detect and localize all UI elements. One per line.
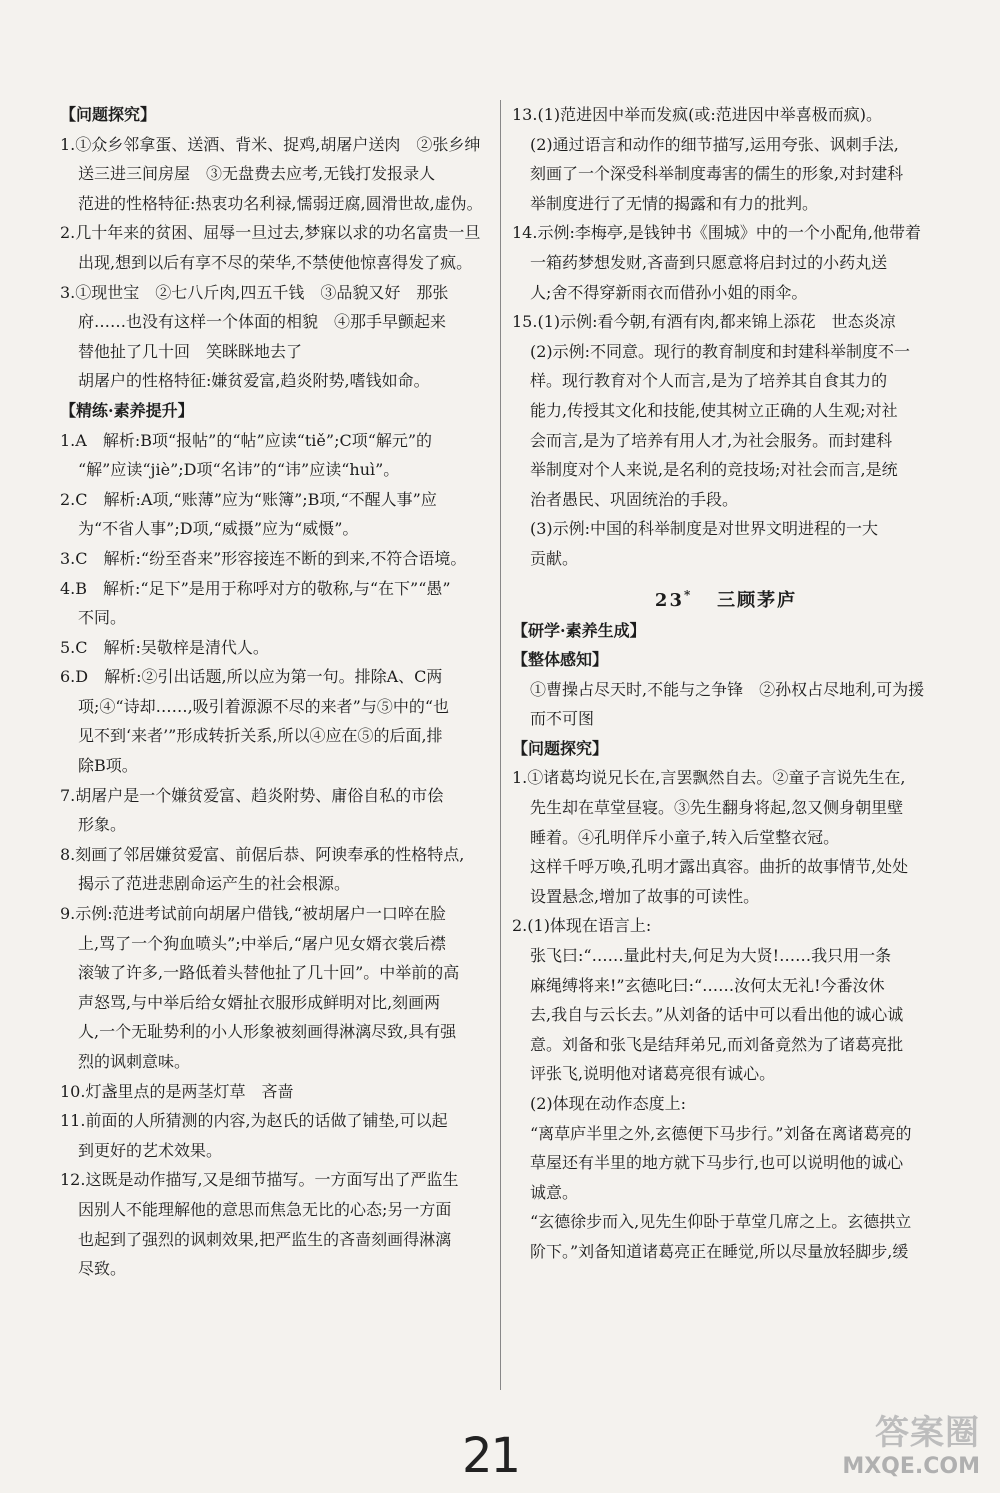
text-line: 3.C 解析:“纷至沓来”形容接连不断的到来,不符合语境。 (60, 548, 467, 568)
text-line: 会而言,是为了培养有用人才,为社会服务。而封建科 (530, 430, 893, 450)
text-line: 8.刻画了邻居嫌贫爱富、前倨后恭、阿谀奉承的性格特点, (60, 844, 465, 864)
text-line: 也起到了强烈的讽刺效果,把严监生的吝啬刻画得淋漓 (78, 1229, 452, 1249)
page-number: 21 (462, 1428, 520, 1484)
text-line: 上,骂了一个狗血喷头”;中举后,“屠户见女婿衣裳后襟 (78, 933, 446, 953)
section-heading: 【整体感知】 (512, 650, 609, 670)
text-line: 7.胡屠户是一个嫌贫爱富、趋炎附势、庸俗自私的市侩 (60, 785, 444, 805)
text-line: (2)通过语言和动作的细节描写,运用夸张、讽刺手法, (530, 134, 899, 154)
text-line: 2.几十年来的贫困、屈辱一旦过去,梦寐以求的功名富贵一旦 (60, 223, 481, 243)
right-column-bottom (512, 616, 940, 1267)
text-line: “离草庐半里之外,玄德便下马步行。”刘备在离诸葛亮的 (530, 1123, 912, 1143)
text-line: 13.(1)范进因中举而发疯(或:范进因中举喜极而疯)。 (512, 105, 882, 124)
text-line: 刻画了一个深受科举制度毒害的儒生的形象,对封建科 (530, 164, 904, 184)
text-line: 这样千呼万唤,孔明才露出真容。曲折的故事情节,处处 (530, 857, 909, 877)
text-line: 能力,传授其文化和技能,使其树立正确的人生观;对社 (530, 400, 898, 420)
text-line: 样。现行教育对个人而言,是为了培养其自食其力的 (530, 371, 888, 391)
text-line: 11.前面的人所猜测的内容,为赵氏的话做了铺垫,可以起 (60, 1111, 448, 1131)
text-line: 诚意。 (530, 1182, 579, 1202)
chapter-number: 23 (654, 589, 684, 611)
text-line: 5.C 解析:吴敬梓是清代人。 (60, 637, 269, 657)
right-column-top (512, 100, 940, 574)
text-line: 送三进三间房屋 ③无盘费去应考,无钱打发报录人 (78, 164, 436, 184)
text-line: 项;④“诗却……,吸引着源源不尽的来者”与⑤中的“也 (78, 696, 450, 716)
text-line: 为“不省人事”;D项,“威摄”应为“威慑”。 (78, 519, 359, 539)
left-column (60, 100, 492, 1284)
text-line: 14.示例:李梅亭,是钱钟书《围城》中的一个小配角,他带着 (512, 223, 922, 243)
text-line: 9.示例:范进考试前向胡屠户借钱,“被胡屠户一口啐在脸 (60, 904, 446, 924)
text-line: 睡着。④孔明佯斥小童子,转入后堂整衣冠。 (530, 827, 840, 847)
text-line: 麻绳缚将来!”玄德叱曰:“……汝何太无礼!今番汝休 (530, 975, 885, 995)
right-column (512, 100, 940, 1267)
text-line: 因别人不能理解他的意思而焦急无比的心态;另一方面 (78, 1199, 452, 1219)
text-line: 烈的讽刺意味。 (78, 1052, 191, 1071)
watermark (814, 1403, 986, 1481)
text-line: 去,我自与云长去。”从刘备的话中可以看出他的诚心诚 (530, 1005, 904, 1025)
text-line: 胡屠户的性格特征:嫌贫爱富,趋炎附势,嗜钱如命。 (78, 371, 430, 391)
text-line: 2.C 解析:A项,“账薄”应为“账簿”;B项,“不醒人事”应 (60, 489, 437, 509)
text-line: 3.①现世宝 ②七八斤肉,四五千钱 ③品貌又好 那张 (60, 282, 449, 302)
text-line: ①曹操占尽天时,不能与之争锋 ②孙权占尽地利,可为援 (530, 679, 925, 699)
text-line: 1.①诸葛均说兄长在,言罢飘然自去。②童子言说先生在, (512, 768, 906, 788)
section-heading: 【研学·素养生成】 (512, 620, 646, 640)
section-heading: 【问题探究】 (512, 738, 609, 758)
section-heading: 【问题探究】 (60, 105, 157, 124)
text-line: 设置悬念,增加了故事的可读性。 (530, 886, 760, 906)
text-line: 揭示了范进悲剧命运产生的社会根源。 (78, 874, 351, 894)
text-line: 见不到‘来者’”形成转折关系,所以④应在⑤的后面,排 (78, 726, 443, 746)
text-line: 1.A 解析:B项“报帖”的“帖”应读“tiě”;C项“解元”的 (60, 430, 433, 450)
text-line: 不同。 (78, 608, 127, 628)
text-line: 尽致。 (78, 1259, 127, 1279)
text-line: 到更好的艺术效果。 (78, 1140, 223, 1160)
text-line: 意。刘备和张飞是结拜弟兄,而刘备竟然为了诸葛亮批 (530, 1034, 904, 1054)
text-line: 张飞曰:“……量此村夫,何足为大贤!……我只用一条 (530, 946, 892, 966)
chapter-title: 三顾茅庐 (717, 589, 798, 611)
text-line: 举制度对个人来说,是名利的竞技场;对社会而言,是统 (530, 460, 898, 480)
text-line: 范进的性格特征:热衷功名利禄,懦弱迂腐,圆滑世故,虚伪。 (78, 193, 483, 213)
text-line: (3)示例:中国的科举制度是对世界文明进程的一大 (530, 519, 879, 539)
text-line: 治者愚民、巩固统治的手段。 (530, 489, 739, 509)
text-line: “玄德徐步而入,见先生仰卧于草堂几席之上。玄德拱立 (530, 1212, 912, 1232)
watermark-site: MXQE.COM (842, 1454, 980, 1479)
text-line: 10.灯盏里点的是两茎灯草 吝啬 (60, 1081, 294, 1101)
text-line: 评张飞,说明他对诸葛亮很有诚心。 (530, 1064, 776, 1084)
text-line: 6.D 解析:②引出话题,所以应为第一句。排除A、C两 (60, 667, 443, 687)
chapter-mark: * (683, 587, 693, 602)
text-line: 阶下。”刘备知道诸葛亮正在睡觉,所以尽量放轻脚步,缓 (530, 1241, 909, 1261)
text-line: 4.B 解析:“足下”是用于称呼对方的敬称,与“在下”“愚” (60, 578, 451, 598)
text-line: 替他扯了几十回 笑眯眯地去了 (78, 341, 303, 361)
text-line: (2)示例:不同意。现行的教育制度和封建科举制度不一 (530, 341, 911, 361)
text-line: 1.①众乡邻拿蛋、送酒、背米、捉鸡,胡屠户送肉 ②张乡绅 (60, 134, 481, 154)
text-line: 12.这既是动作描写,又是细节描写。一方面写出了严监生 (60, 1170, 459, 1190)
text-line: 除B项。 (78, 756, 138, 776)
text-line: 举制度进行了无情的揭露和有力的批判。 (530, 193, 819, 213)
text-line: 滚皱了许多,一路低着头替他扯了几十回”。中举前的高 (78, 963, 460, 983)
section-heading: 【精练·素养提升】 (60, 400, 194, 420)
text-line: 草屋还有半里的地方就下马步行,也可以说明他的诚心 (530, 1153, 904, 1173)
column-divider (500, 100, 501, 1390)
text-line: 贡献。 (530, 548, 579, 568)
chapter-heading (512, 574, 940, 616)
text-line: 而不可图 (530, 709, 595, 729)
text-line: 人;舍不得穿新雨衣而借孙小姐的雨伞。 (530, 282, 808, 302)
text-line: “解”应读“jiè”;D项“名讳”的“讳”应读“huì”。 (78, 460, 400, 480)
text-line: 一箱药梦想发财,吝啬到只愿意将启封过的小药丸送 (530, 252, 888, 272)
text-line: 15.(1)示例:看今朝,有酒有肉,都来锦上添花 世态炎凉 (512, 312, 896, 332)
text-line: 出现,想到以后有享不尽的荣华,不禁使他惊喜得发了疯。 (78, 252, 473, 272)
text-line: 声怒骂,与中举后给女婿扯衣服形成鲜明对比,刻画两 (78, 992, 441, 1012)
text-line: 先生却在草堂昼寝。③先生翻身将起,忽又侧身朝里壁 (530, 798, 904, 818)
text-line: 人,一个无耻势利的小人形象被刻画得淋漓尽致,具有强 (78, 1022, 457, 1042)
text-line: (2)体现在动作态度上: (530, 1094, 687, 1113)
text-line: 府……也没有这样一个体面的相貌 ④那手早颤起来 (78, 312, 447, 332)
text-line: 形象。 (78, 815, 127, 835)
text-line: 2.(1)体现在语言上: (512, 916, 652, 936)
watermark-logo: 答案圈 (875, 1413, 980, 1453)
